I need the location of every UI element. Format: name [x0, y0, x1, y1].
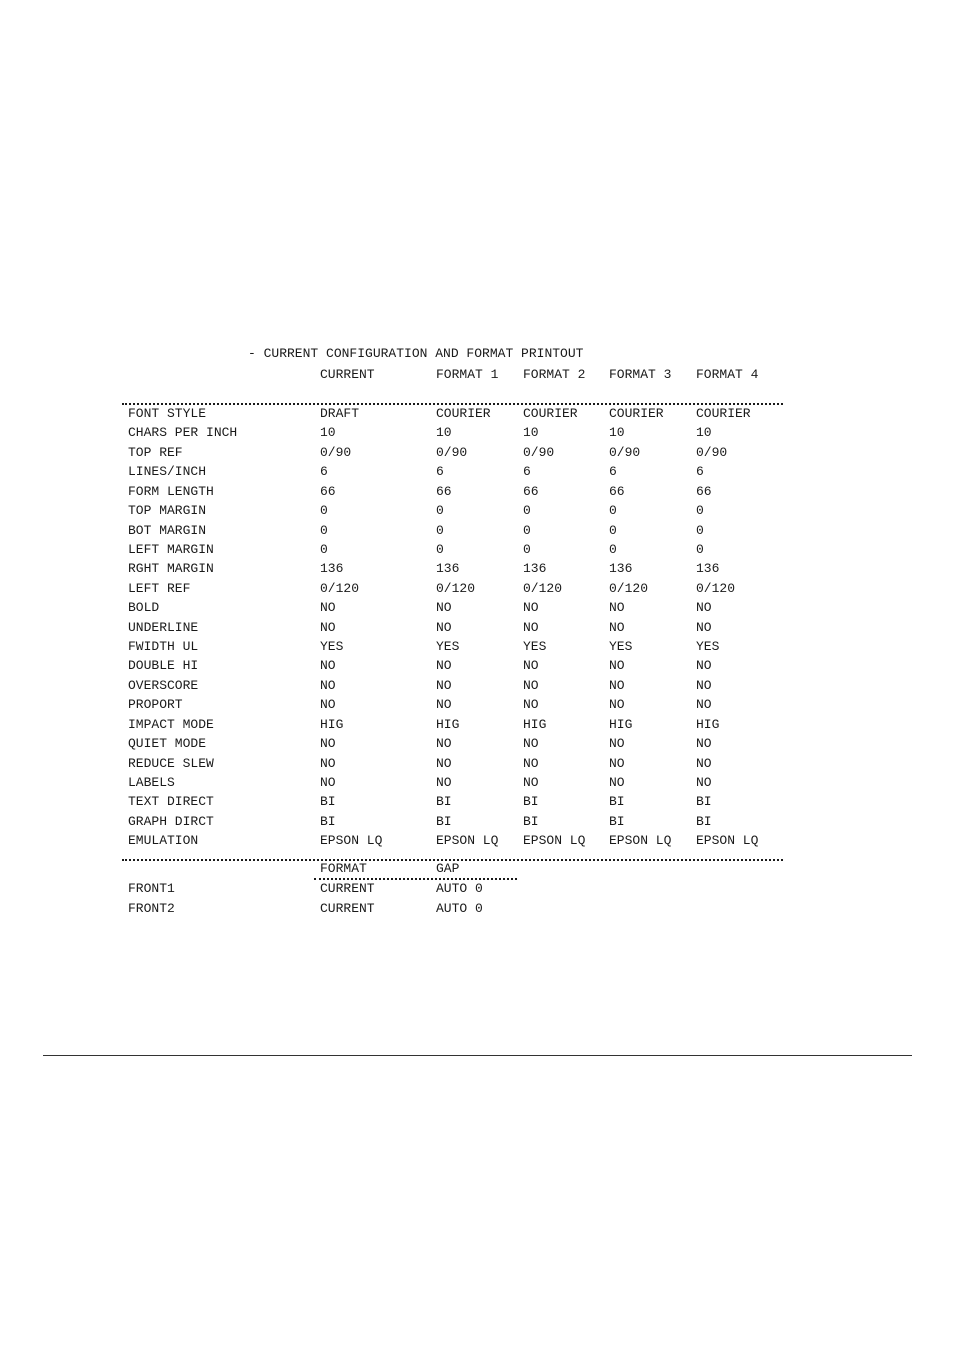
row-label: LABELS	[128, 774, 175, 790]
paper-path-cell: AUTO 0	[436, 881, 483, 896]
row-label: DOUBLE HI	[128, 658, 199, 674]
paper-path-label: FRONT1	[128, 881, 175, 896]
table-cell: 0/120	[523, 580, 563, 596]
table-cell: 0/120	[320, 580, 360, 596]
row-label: QUIET MODE	[128, 736, 207, 752]
table-cell: EPSON LQ	[696, 833, 759, 849]
row-label: FWIDTH UL	[128, 639, 199, 655]
table-cell: YES	[696, 639, 720, 655]
table-cell: BI	[609, 813, 625, 829]
table-cell: NO	[523, 600, 539, 616]
table-cell: 136	[696, 561, 720, 577]
table-cell: BI	[320, 813, 336, 829]
table-cell: DRAFT	[320, 406, 360, 421]
row-label: RGHT MARGIN	[128, 561, 214, 577]
row-label: OVERSCORE	[128, 677, 199, 693]
table-cell: YES	[320, 639, 344, 655]
table-cell: NO	[609, 697, 625, 713]
table-cell: NO	[609, 600, 625, 616]
row-label: GRAPH DIRCT	[128, 813, 214, 829]
table-cell: EPSON LQ	[609, 833, 672, 849]
table-cell: NO	[436, 755, 452, 771]
table-cell: 0	[609, 503, 617, 519]
table-cell: EPSON LQ	[523, 833, 586, 849]
table-cell: 10	[320, 425, 336, 441]
table-cell: NO	[436, 619, 452, 635]
table-cell: 10	[523, 425, 539, 441]
table-cell: 0	[436, 541, 444, 557]
table-cell: NO	[696, 755, 712, 771]
row-label: EMULATION	[128, 833, 199, 849]
row-label: BOLD	[128, 600, 160, 616]
table-cell: 0/90	[609, 444, 641, 460]
table-cell: NO	[696, 619, 712, 635]
table-cell: BI	[696, 794, 712, 810]
table-cell: 0	[436, 522, 444, 538]
row-label: TOP REF	[128, 444, 183, 460]
column-header: CURRENT	[320, 367, 375, 382]
row-label: TEXT DIRECT	[128, 794, 214, 810]
table-cell: NO	[320, 677, 336, 693]
table-cell: NO	[609, 677, 625, 693]
table-cell: NO	[609, 619, 625, 635]
table-cell: BI	[609, 794, 625, 810]
table-cell: COURIER	[696, 406, 751, 421]
table-cell: COURIER	[523, 406, 578, 421]
paper-path-header: GAP	[436, 861, 460, 876]
table-cell: 66	[609, 483, 625, 499]
table-cell: 6	[436, 464, 444, 480]
table-cell: NO	[320, 755, 336, 771]
page-divider	[43, 1055, 912, 1056]
table-cell: COURIER	[436, 406, 491, 421]
table-cell: HIG	[320, 716, 344, 732]
row-label: LINES/INCH	[128, 464, 207, 480]
table-cell: NO	[320, 600, 336, 616]
table-cell: 0	[320, 503, 328, 519]
table-cell: NO	[436, 736, 452, 752]
paper-path-header: FORMAT	[320, 861, 367, 876]
table-cell: NO	[609, 774, 625, 790]
table-cell: NO	[523, 658, 539, 674]
table-cell: NO	[320, 658, 336, 674]
table-cell: NO	[696, 736, 712, 752]
table-cell: YES	[523, 639, 547, 655]
column-header: FORMAT 3	[609, 367, 672, 382]
table-cell: NO	[523, 677, 539, 693]
row-label: PROPORT	[128, 697, 183, 713]
table-cell: NO	[523, 755, 539, 771]
table-cell: NO	[320, 736, 336, 752]
table-cell: 66	[696, 483, 712, 499]
table-cell: NO	[696, 600, 712, 616]
table-cell: 0	[523, 541, 531, 557]
table-cell: BI	[436, 794, 452, 810]
table-cell: BI	[320, 794, 336, 810]
table-cell: 0	[696, 541, 704, 557]
table-cell: EPSON LQ	[436, 833, 499, 849]
row-label: UNDERLINE	[128, 619, 199, 635]
table-cell: 0	[320, 522, 328, 538]
table-cell: NO	[436, 600, 452, 616]
paper-path-cell: AUTO 0	[436, 900, 483, 916]
table-cell: 6	[320, 464, 328, 480]
table-cell: NO	[436, 658, 452, 674]
table-cell: NO	[523, 774, 539, 790]
row-label: REDUCE SLEW	[128, 755, 214, 771]
row-label: CHARS PER INCH	[128, 425, 238, 441]
table-cell: 66	[320, 483, 336, 499]
printout-title: - CURRENT CONFIGURATION AND FORMAT PRINTOUT	[248, 346, 584, 361]
row-label: BOT MARGIN	[128, 522, 207, 538]
row-label: LEFT MARGIN	[128, 541, 214, 557]
table-cell: 0	[523, 522, 531, 538]
table-cell: 66	[436, 483, 452, 499]
table-cell: NO	[436, 774, 452, 790]
row-label: LEFT REF	[128, 580, 191, 596]
table-cell: NO	[436, 677, 452, 693]
table-cell: HIG	[696, 716, 720, 732]
table-cell: 0	[436, 503, 444, 519]
table-cell: 6	[696, 464, 704, 480]
table-cell: NO	[696, 697, 712, 713]
table-cell: HIG	[609, 716, 633, 732]
table-cell: 0/90	[696, 444, 728, 460]
table-cell: NO	[609, 658, 625, 674]
table-cell: 0/120	[609, 580, 649, 596]
table-cell: BI	[523, 813, 539, 829]
paper-path-cell: CURRENT	[320, 900, 375, 916]
table-cell: 136	[320, 561, 344, 577]
row-label: FONT STYLE	[128, 406, 207, 421]
table-cell: BI	[436, 813, 452, 829]
table-cell: YES	[436, 639, 460, 655]
table-cell: 0	[696, 522, 704, 538]
table-cell: 0/120	[436, 580, 476, 596]
row-label: IMPACT MODE	[128, 716, 214, 732]
row-label: TOP MARGIN	[128, 503, 207, 519]
table-cell: 136	[523, 561, 547, 577]
table-cell: 0	[609, 541, 617, 557]
table-cell: 0	[696, 503, 704, 519]
column-header: FORMAT 4	[696, 367, 759, 382]
table-cell: NO	[320, 697, 336, 713]
table-cell: NO	[523, 697, 539, 713]
table-cell: NO	[320, 619, 336, 635]
table-cell: 0/120	[696, 580, 736, 596]
table-cell: YES	[609, 639, 633, 655]
table-cell: NO	[696, 677, 712, 693]
table-cell: NO	[523, 619, 539, 635]
table-cell: HIG	[436, 716, 460, 732]
table-cell: 10	[609, 425, 625, 441]
table-cell: NO	[696, 658, 712, 674]
table-cell: EPSON LQ	[320, 833, 383, 849]
table-cell: 6	[523, 464, 531, 480]
table-cell: 0	[523, 503, 531, 519]
table-cell: 10	[696, 425, 712, 441]
row-label: FORM LENGTH	[128, 483, 214, 499]
column-header: FORMAT 2	[523, 367, 586, 382]
table-cell: 0	[609, 522, 617, 538]
table-cell: COURIER	[609, 406, 664, 421]
table-cell: 0/90	[523, 444, 555, 460]
table-cell: NO	[523, 736, 539, 752]
table-cell: 66	[523, 483, 539, 499]
table-cell: 6	[609, 464, 617, 480]
table-cell: 0	[320, 541, 328, 557]
column-header: FORMAT 1	[436, 367, 499, 382]
table-cell: NO	[609, 755, 625, 771]
table-cell: 136	[609, 561, 633, 577]
table-cell: NO	[320, 774, 336, 790]
table-cell: 0/90	[320, 444, 352, 460]
table-cell: NO	[609, 736, 625, 752]
table-cell: NO	[436, 697, 452, 713]
table-cell: 0/90	[436, 444, 468, 460]
table-cell: NO	[696, 774, 712, 790]
table-cell: 10	[436, 425, 452, 441]
paper-path-label: FRONT2	[128, 900, 175, 916]
paper-path-cell: CURRENT	[320, 881, 375, 896]
table-cell: 136	[436, 561, 460, 577]
table-cell: BI	[696, 813, 712, 829]
table-cell: BI	[523, 794, 539, 810]
table-cell: HIG	[523, 716, 547, 732]
